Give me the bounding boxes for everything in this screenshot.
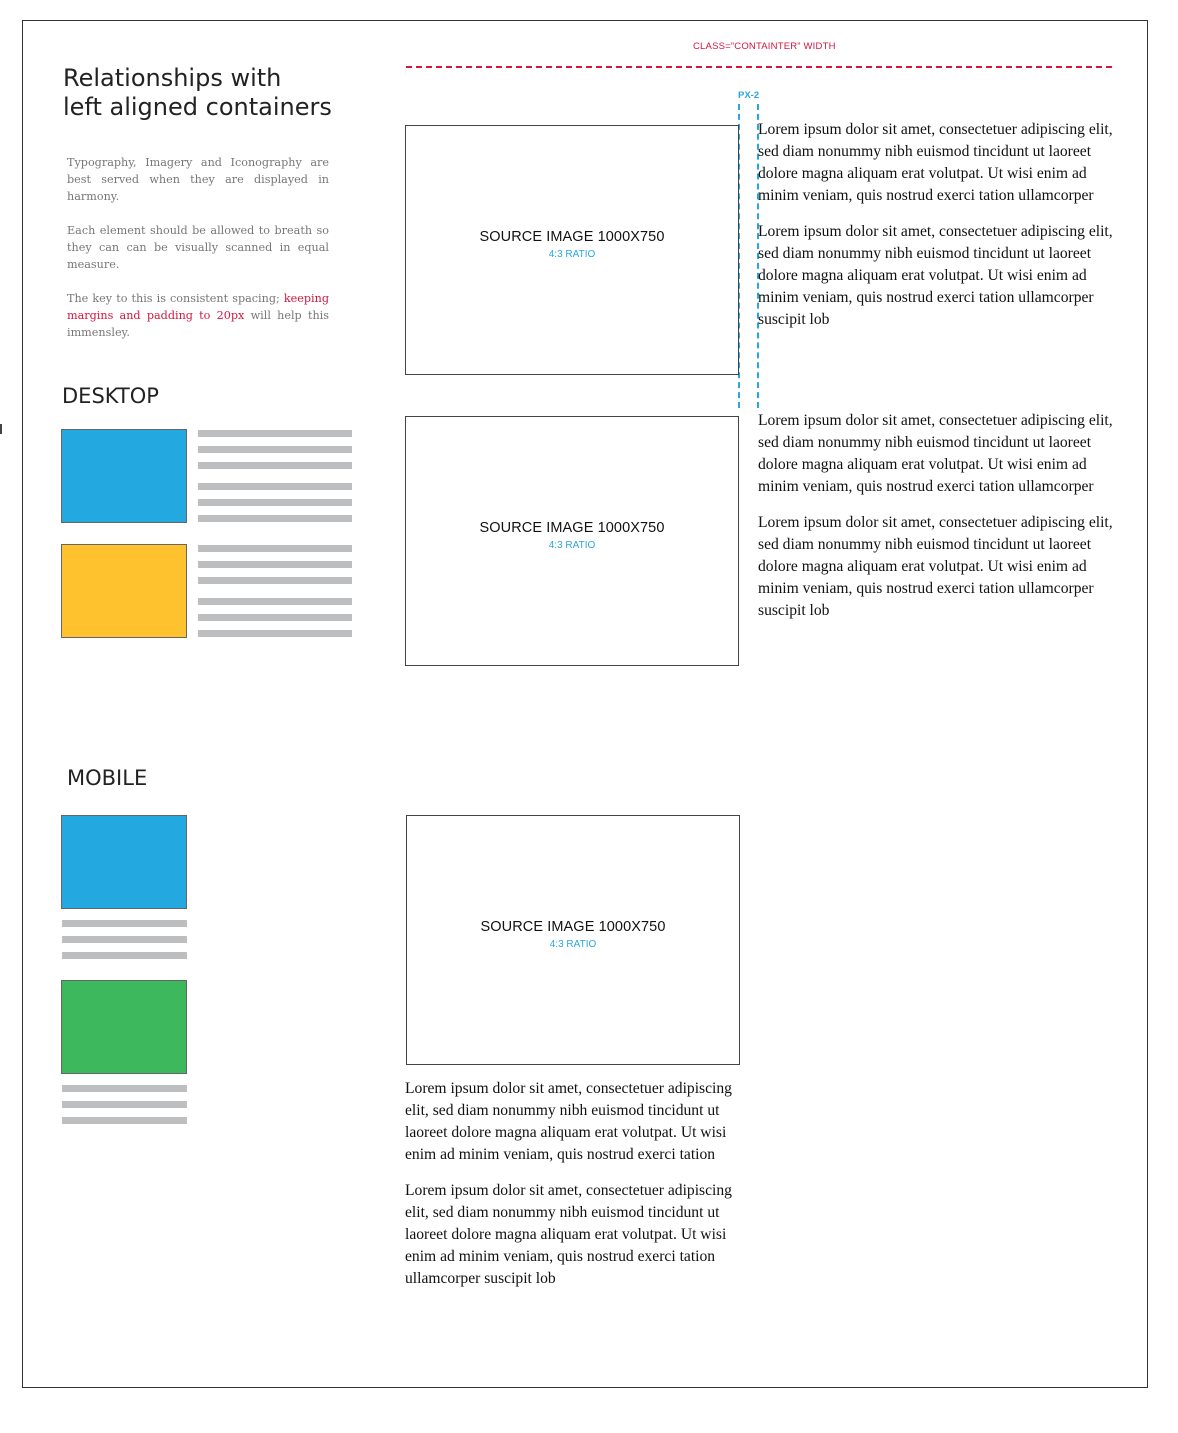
mobile-green-swatch [61,980,187,1074]
desktop-text-bar [198,515,352,522]
desktop-text-bar [198,630,352,637]
intro-paragraph-3-suffix: will help this immensley. [67,309,329,339]
image-placeholder [405,125,739,375]
mobile-text-bar [62,1117,187,1124]
desktop-text-bar [198,430,352,437]
body-copy [758,410,1118,636]
image-placeholder-ratio: 4:3 RATIO [548,249,596,260]
desktop-text-bar [198,598,352,605]
body-paragraph: Lorem ipsum dolor sit amet, consectetuer adipiscing elit, sed diam nonummy nibh euismod tincidunt ut laoreet dolore magna aliquam erat volutpat. Ut wisi enim ad minim veniam, quis nostrud exerci tation ullamcorper suscipit lob [758,223,1113,328]
intro-paragraph-1: Typography, Imagery and Iconography are best served when they are displayed in harmony. [67,156,329,203]
mobile-text-bar [62,952,187,959]
body-paragraph: Lorem ipsum dolor sit amet, consectetuer adipiscing elit, sed diam nonummy nibh euismod tincidunt ut laoreet dolore magna aliquam erat volutpat. Ut wisi enim ad minim veniam, quis nostrud exerci tation ullamcorper suscipit lob [758,514,1113,619]
body-paragraph: Lorem ipsum dolor sit amet, consectetuer adipiscing elit, sed diam nonummy nibh euismod tincidunt ut laoreet dolore magna aliquam erat volutpat. Ut wisi enim ad minim veniam, quis nostrud exerci tation ullamcorper [758,121,1113,204]
mobile-text-bar [62,936,187,943]
mobile-blue-swatch [61,815,187,909]
desktop-text-bar [198,462,352,469]
image-placeholder-ratio: 4:3 RATIO [549,939,597,950]
desktop-text-bar [198,614,352,621]
desktop-text-bar [198,499,352,506]
intro-paragraph-3 [67,290,329,341]
intro-text [67,154,329,358]
body-paragraph: Lorem ipsum dolor sit amet, consectetuer adipiscing elit, sed diam nonummy nibh euismod tincidunt ut laoreet dolore magna aliquam erat volutpat. Ut wisi enim ad minim veniam, quis nostrud exerci tation ullamcorper [758,412,1113,495]
image-placeholder-ratio: 4:3 RATIO [548,540,596,551]
intro-paragraph-3-prefix: The key to this is consistent spacing; [67,292,284,305]
desktop-text-bar [198,545,352,552]
page-title [63,64,383,122]
mobile-label: MOBILE [67,766,148,790]
desktop-yellow-swatch [61,544,187,638]
desktop-blue-swatch [61,429,187,523]
edge-mark [0,424,2,434]
intro-paragraph-2: Each element should be allowed to breath so they can can be visually scanned in equal measure. [67,224,329,271]
desktop-text-bar [198,577,352,584]
desktop-text-bar [198,561,352,568]
gutter-label: PX-2 [738,90,760,101]
mobile-text-bar [62,1085,187,1092]
container-width-line [406,66,1112,68]
image-placeholder-title: SOURCE IMAGE 1000X750 [480,919,666,935]
page-title-line-2: left aligned containers [63,93,332,121]
body-paragraph: Lorem ipsum dolor sit amet, consectetuer adipiscing elit, sed diam nonummy nibh euismod tincidunt ut laoreet dolore magna aliquam erat volutpat. Ut wisi enim ad minim veniam, quis nostrud exerci tation ullamcorper suscipit lob [405,1182,732,1287]
body-paragraph: Lorem ipsum dolor sit amet, consectetuer adipiscing elit, sed diam nonummy nibh euismod tincidunt ut laoreet dolore magna aliquam erat volutpat. Ut wisi enim ad minim veniam, quis nostrud exerci tation [405,1080,732,1163]
desktop-text-bar [198,483,352,490]
spacing-highlight: keeping margins and padding to 20px [67,292,329,322]
image-placeholder [405,416,739,666]
mobile-text-bar [62,1101,187,1108]
desktop-label: DESKTOP [62,384,159,408]
image-placeholder-title: SOURCE IMAGE 1000X750 [479,229,665,245]
image-placeholder-title: SOURCE IMAGE 1000X750 [479,520,665,536]
desktop-text-bar [198,446,352,453]
container-width-label: CLASS=”CONTAINTER” WIDTH [693,41,836,52]
page-title-line-1: Relationships with [63,64,282,92]
body-copy [405,1078,735,1304]
image-placeholder [406,815,740,1065]
body-copy [758,119,1118,345]
mobile-text-bar [62,920,187,927]
